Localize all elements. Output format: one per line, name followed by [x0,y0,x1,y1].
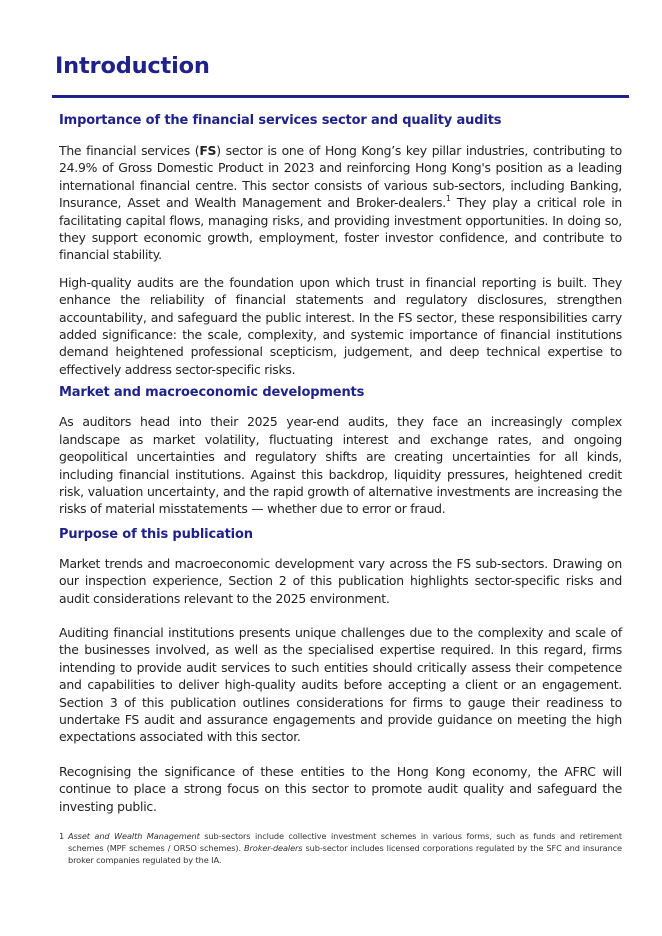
paragraph-auditing-challenges: Auditing financial institutions presents unique challenges due to the complexity and scale of the businesses involved, as well as the specialised expertise required. In this regard, firms intending to provide audit services to such entities should critically assess their competence and capabilities to deliver high-quality audits before accepting a client or an engagement. Section 3 of this publication outlines considerations for firms to gauge their readiness to undertake FS audit and assurance engagements and provide guidance on meeting the high expectations associated with this sector. [59,624,622,745]
footnote [59,830,622,866]
title-divider [52,95,629,98]
paragraph-market-trends: Market trends and macroeconomic development vary across the FS sub-sectors. Drawing on our inspection experience, Section 2 of this publication highlights sector-specific risks and audit considerations relevant to the 2025 environment. [59,555,622,606]
footnote-text: sub-sectors include collective investment schemes in various forms, such as funds and retirement schemes (MPF schemes / ORSO schemes). [68,831,622,853]
paragraph-fs-sector [59,142,622,264]
footnote-text: sub-sector includes licensed corporations regulated by the SFC and insurance broker companies regulated by the IA. [68,843,622,865]
footnote-number: 1 [59,831,65,841]
page-title: Introduction [55,53,210,79]
paragraph-text: They play a critical role in facilitating capital flows, managing risks, and providing investment opportunities. In doing so, they support economic growth, employment, foster investor confidence, and contribute to financial stability. [59,195,622,263]
section-heading-market: Market and macroeconomic developments [59,385,365,401]
footnote-italic-term: Broker-dealers [244,843,303,853]
paragraph-text: ) sector is one of Hong Kong’s key pillar industries, contributing to 24.9% of Gross Domestic Product in 2023 and reinforcing Hong Kong's position as a leading international financial centre. This sector consists of various sub-sectors, including Banking, Insurance, Asset and Wealth Management and Broker-dealers. [59,143,622,211]
document-body [59,112,622,866]
paragraph-quality-audits: High-quality audits are the foundation upon which trust in financial reporting is built. They enhance the reliability of financial statements and regulatory disclosures, strengthen accountability, and safeguard the public interest. In the FS sector, these responsibilities carry added significance: the scale, complexity, and systemic importance of financial institutions demand heightened professional scepticism, judgement, and deep technical expertise to effectively address sector-specific risks. [59,274,622,377]
fs-abbreviation: FS [199,143,217,158]
paragraph-afrc-focus: Recognising the significance of these entities to the Hong Kong economy, the AFRC will continue to place a strong focus on this sector to promote audit quality and safeguard the investing public. [59,763,622,814]
footnote-italic-term: Asset and Wealth Management [68,831,200,841]
footnote-reference[interactable]: 1 [445,194,451,204]
section-heading-purpose: Purpose of this publication [59,526,253,542]
section-heading-importance: Importance of the financial services sector and quality audits [59,113,502,128]
paragraph-market-developments: As auditors head into their 2025 year-end audits, they face an increasingly complex landscape as market volatility, fluctuating interest and exchange rates, and ongoing geopolitical uncertainties and regulatory shifts are creating uncertainties for all kinds, including financial institutions. Against this backdrop, liquidity pressures, heightened credit risk, valuation uncertainty, and the rapid growth of alternative investments are increasing the risks of material misstatements — whether due to error or fraud. [59,414,622,517]
paragraph-text: The financial services ( [59,143,200,158]
